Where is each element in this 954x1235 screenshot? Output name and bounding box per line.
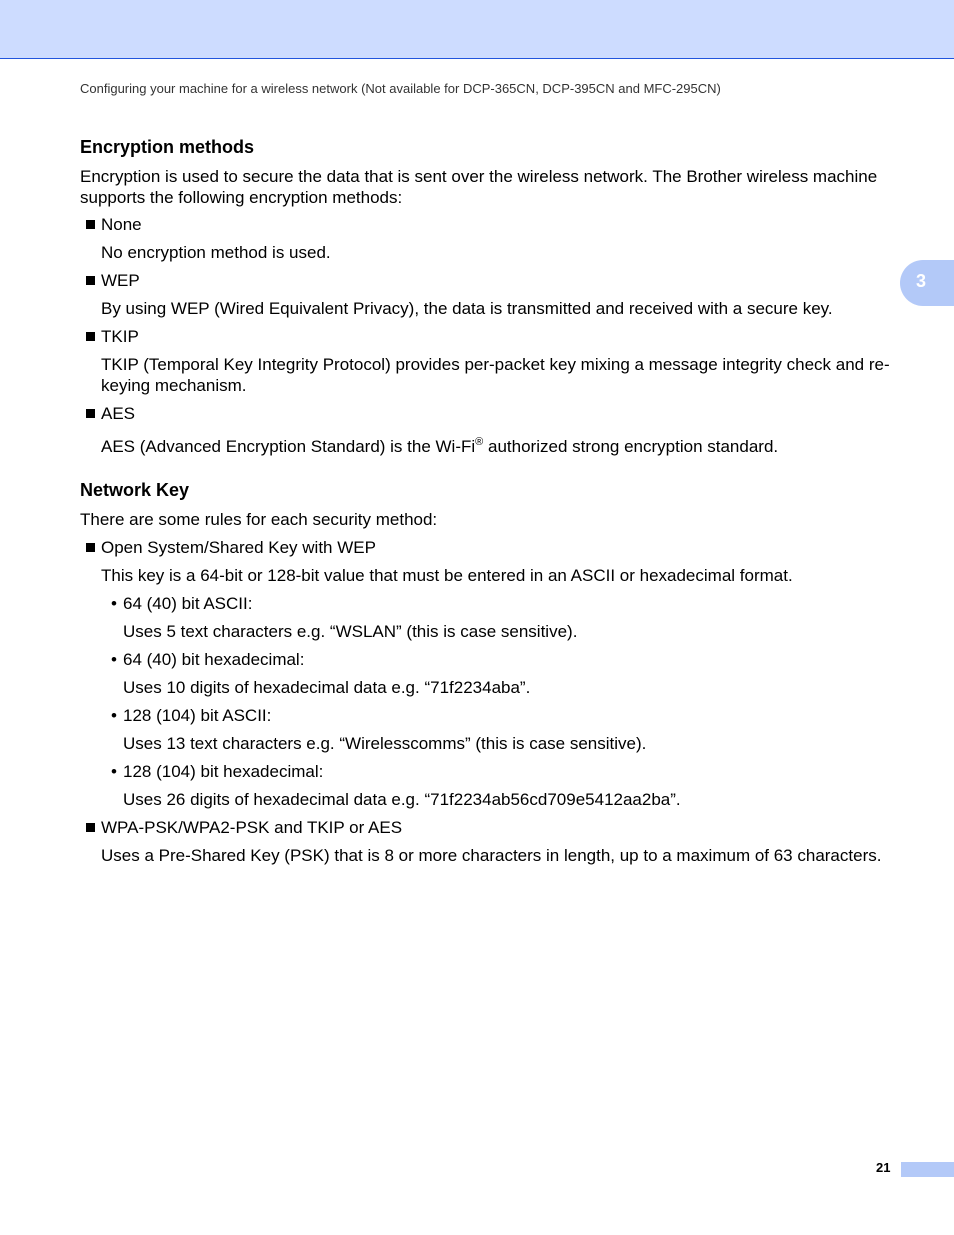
square-bullet-icon [86, 409, 95, 418]
list-item: AES [86, 404, 135, 425]
square-bullet-icon [86, 332, 95, 341]
encryption-intro: Encryption is used to secure the data that is sent over the wireless network. The Brother wireless machine supports the following encryption methods: [80, 167, 878, 207]
heading-network-key: Network Key [80, 480, 190, 500]
list-item: TKIP [86, 327, 139, 348]
chapter-number: 3 [916, 271, 927, 291]
list-item: Open System/Shared Key with WEP [86, 538, 376, 559]
network-key-intro: There are some rules for each security method: [80, 510, 438, 529]
square-bullet-icon [86, 220, 95, 229]
sub-item-description: Uses 26 digits of hexadecimal data e.g. “71f2234ab56cd709e5412aa2ba”. [123, 790, 681, 809]
item-description: TKIP (Temporal Key Integrity Protocol) provides per-packet key mixing a message integrity check and re-keying mechanism. [101, 355, 890, 395]
page-number: 21 [876, 1160, 891, 1175]
square-bullet-icon [86, 823, 95, 832]
sub-item-description: Uses 5 text characters e.g. “WSLAN” (this is case sensitive). [123, 622, 578, 641]
sub-list-item: • 64 (40) bit hexadecimal: [111, 650, 305, 669]
footer-bar [901, 1162, 954, 1177]
item-description: This key is a 64-bit or 128-bit value that must be entered in an ASCII or hexadecimal format. [101, 566, 793, 585]
list-item: None [86, 215, 142, 236]
running-header: Configuring your machine for a wireless network (Not available for DCP-365CN, DCP-395CN and MFC-295CN) [80, 81, 721, 96]
list-item: WEP [86, 271, 140, 292]
chapter-tab [900, 260, 954, 306]
sub-item-description: Uses 13 text characters e.g. “Wirelesscomms” (this is case sensitive). [123, 734, 647, 753]
item-description: AES (Advanced Encryption Standard) is the Wi-Fi® authorized strong encryption standard. [101, 436, 779, 456]
sub-list-item: • 128 (104) bit ASCII: [111, 706, 272, 725]
item-description: No encryption method is used. [101, 243, 331, 262]
sub-list-item: • 64 (40) bit ASCII: [111, 594, 253, 613]
square-bullet-icon [86, 543, 95, 552]
square-bullet-icon [86, 276, 95, 285]
item-description: By using WEP (Wired Equivalent Privacy), the data is transmitted and received with a secure key. [101, 299, 833, 318]
sub-item-description: Uses 10 digits of hexadecimal data e.g. “71f2234aba”. [123, 678, 531, 697]
list-item: WPA-PSK/WPA2-PSK and TKIP or AES [86, 818, 402, 839]
sub-list-item: • 128 (104) bit hexadecimal: [111, 762, 324, 781]
item-description: Uses a Pre-Shared Key (PSK) that is 8 or more characters in length, up to a maximum of 63 characters. [101, 846, 882, 865]
header-band [0, 0, 954, 59]
heading-encryption-methods: Encryption methods [80, 137, 255, 157]
